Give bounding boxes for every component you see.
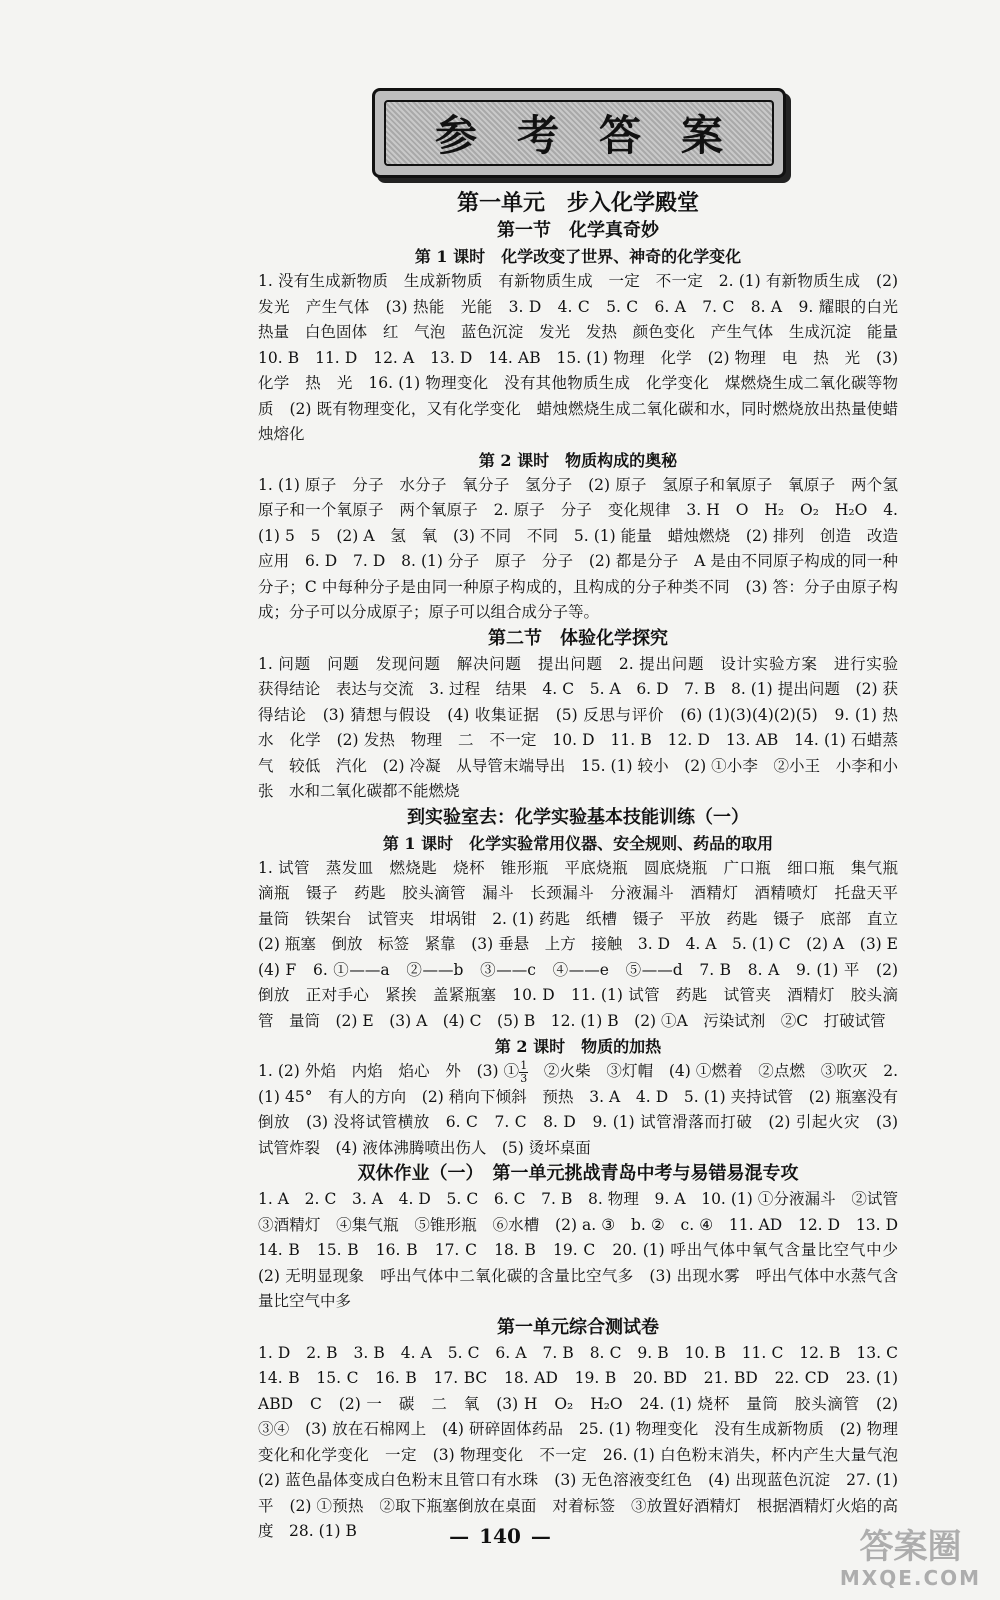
answer-paragraph: 1. 试管 蒸发皿 燃烧匙 烧杯 锥形瓶 平底烧瓶 圆底烧瓶 广口瓶 细口瓶 集气瓶 滴瓶 镊子 药匙 胶头滴管 漏斗 长颈漏斗 分液漏斗 酒精灯 酒精喷灯 托盘天平 量筒 铁架台 试管夹 坩埚钳 2. (1) 药匙 纸槽 镊子 平放 药匙 镊子 底部 直立 (2) 瓶塞 倒放 标签 紧靠 (3) 垂悬 上方 接触 3. D 4. A 5. (1) C (2) A (3) E (4) F 6. ①——a ②——b ③——c ④——e ⑤——d 7. B 8. A 9. (1) 平 (2) 倒放 正对手心 紧挨 盖紧瓶塞 10. D 11. (1) 试管 药匙 试管夹 酒精灯 胶头滴管 量筒 (2) E (3) A (4) C (5) B 12. (1) B (2) ①A 污染试剂 ②C 打破试管	[258, 858, 914, 1030]
lesson-title: 第 2 课时 物质的加热	[494, 1037, 662, 1056]
fraction-denominator: 3	[520, 1071, 528, 1085]
watermark-logo	[828, 1528, 993, 1596]
banner-frame	[384, 100, 774, 166]
watermark-text: 答案圈	[859, 1527, 962, 1567]
section-title: 第一单元综合测试卷	[497, 1316, 659, 1338]
fraction	[519, 1060, 528, 1085]
answer-paragraph: 1. 问题 问题 发现问题 解决问题 提出问题 2. 提出问题 设计实验方案 进行实验 获得结论 表达与交流 3. 过程 结果 4. C 5. A 6. D 7. B 8. (1) 提出问题 (2) 获得结论 (3) 猜想与假设 (4) 收集证据 (5) 反思与评价 (6) (1)(3)(4)(2)(5) 9. (1) 热 水 化学 (2) 发热 物理 二 不一定 10. D 11. B 12. D 13. AB 14. (1) 石蜡蒸气 较低 汽化 (2) 冷凝 从导管末端导出 15. (1) 较小 (2) ①小李 ②小王 小李和小张 水和二氧化碳都不能燃烧	[258, 654, 914, 800]
answer-paragraph	[258, 1059, 898, 1161]
answer-text: ②火柴 ③灯帽 (4) ①燃着 ②点燃 ③吹灭 2. (1) 45° 有人的方向 (2) 稍向下倾斜 预热 3. A 4. D 5. (1) 夹持试管 (2) 瓶塞没有倒放 (3) 没将试管横放 6. C 7. C 8. D 9. (1) 试管滑落而打破 (2) 引起火灾 (3) 试管炸裂 (4) 液体沸腾喷出伤人 (5) 烫坏桌面	[258, 1062, 898, 1157]
fraction-numerator: 1	[520, 1058, 528, 1072]
banner-title: 参考答案	[434, 111, 763, 160]
page-number: — 140 —	[0, 1524, 1000, 1548]
answer-paragraph: 1. D 2. B 3. B 4. A 5. C 6. A 7. B 8. C 9. B 10. B 11. C 12. B 13. C 14. B 15. C 16. B 17. BC 18. AD 19. B 20. BD 21. BD 22. CD 23. (1) ABD C (2) 一 碳 二 氧 (3) H O₂ H₂O 24. (1) 烧杯 量筒 胶头滴管 (2) ③④ (3) 放在石棉网上 (4) 研碎固体药品 25. (1) 物理变化 没有生成新物质 (2) 物理变化和化学变化 一定 (3) 物理变化 不一定 26. (1) 白色粉末消失，杯内产生大量气泡 (2) 蓝色晶体变成白色粉末且管口有水珠 (3) 无色溶液变红色 (4) 出现蓝色沉淀 27. (1) 平 (2) ①预热 ②取下瓶塞倒放在桌面 对着标签 ③放置好酒精灯 根据酒精灯火焰的高度 28. (1) B	[258, 1343, 914, 1540]
watermark-url: MXQE.COM	[839, 1566, 982, 1590]
answer-content	[258, 188, 914, 1545]
section-title: 第一节 化学真奇妙	[497, 220, 659, 241]
lesson-title: 第 1 课时 化学实验常用仪器、安全规则、药品的取用	[382, 833, 774, 853]
section-title: 到实验室去：化学实验基本技能训练（一）	[407, 806, 749, 828]
answer-paragraph: 1. (1) 原子 分子 水分子 氧分子 氢分子 (2) 原子 氢原子和氧原子 氧原子 两个氢原子和一个氧原子 两个氧原子 2. 原子 分子 变化规律 3. H O H₂ O₂ H₂O 4. (1) 5 5 (2) A 氢 氧 (3) 不同 不同 5. (1) 能量 蜡烛燃烧 (2) 排列 创造 改造 应用 6. D 7. D 8. (1) 分子 原子 分子 (2) 都是分子 A 是由不同原子构成的同一种分子；C 中每种分子是由同一种原子构成的，且构成的分子种类不同 (3) 答：分子由原子构成；分子可以分成原子；原子可以组合成分子等。	[258, 475, 914, 621]
section-title: 双休作业（一） 第一单元挑战青岛中考与易错易混专攻	[357, 1163, 799, 1184]
section-title: 第二节 体验化学探究	[488, 627, 668, 649]
answer-key-banner	[372, 88, 786, 178]
answer-text: 1. (2) 外焰 内焰 焰心 外 (3) ①	[258, 1062, 520, 1080]
answer-paragraph: 1. A 2. C 3. A 4. D 5. C 6. C 7. B 8. 物理 9. A 10. (1) ①分液漏斗 ②试管 ③酒精灯 ④集气瓶 ⑤锥形瓶 ⑥水槽 (2) a. ③ b. ② c. ④ 11. AD 12. D 13. D 14. B 15. B 16. B 17. C 18. B 19. C 20. (1) 呼出气体中氧气含量比空气中少 (2) 无明显现象 呼出气体中二氧化碳的含量比空气多 (3) 出现水雾 呼出气体中水蒸气含量比空气中多	[258, 1190, 914, 1310]
lesson-title: 第 1 课时 化学改变了世界、神奇的化学变化	[414, 247, 742, 266]
lesson-title: 第 2 课时 物质构成的奥秘	[478, 450, 678, 470]
answer-paragraph: 1. 没有生成新物质 生成新物质 有新物质生成 一定 不一定 2. (1) 有新物质生成 (2) 发光 产生气体 (3) 热能 光能 3. D 4. C 5. C 6. A 7. C 8. A 9. 耀眼的白光 热量 白色固体 红 气泡 蓝色沉淀 发光 发热 颜色变化 产生气体 生成沉淀 能量 10. B 11. D 12. A 13. D 14. AB 15. (1) 物理 化学 (2) 物理 电 热 光 (3) 化学 热 光 16. (1) 物理变化 没有其他物质生成 化学变化 煤燃烧生成二氧化碳等物质 (2) 既有物理变化，又有化学变化 蜡烛燃烧生成二氧化碳和水，同时燃烧放出热量使蜡烛熔化	[258, 272, 914, 443]
unit-title: 第一单元 步入化学殿堂	[456, 190, 699, 216]
